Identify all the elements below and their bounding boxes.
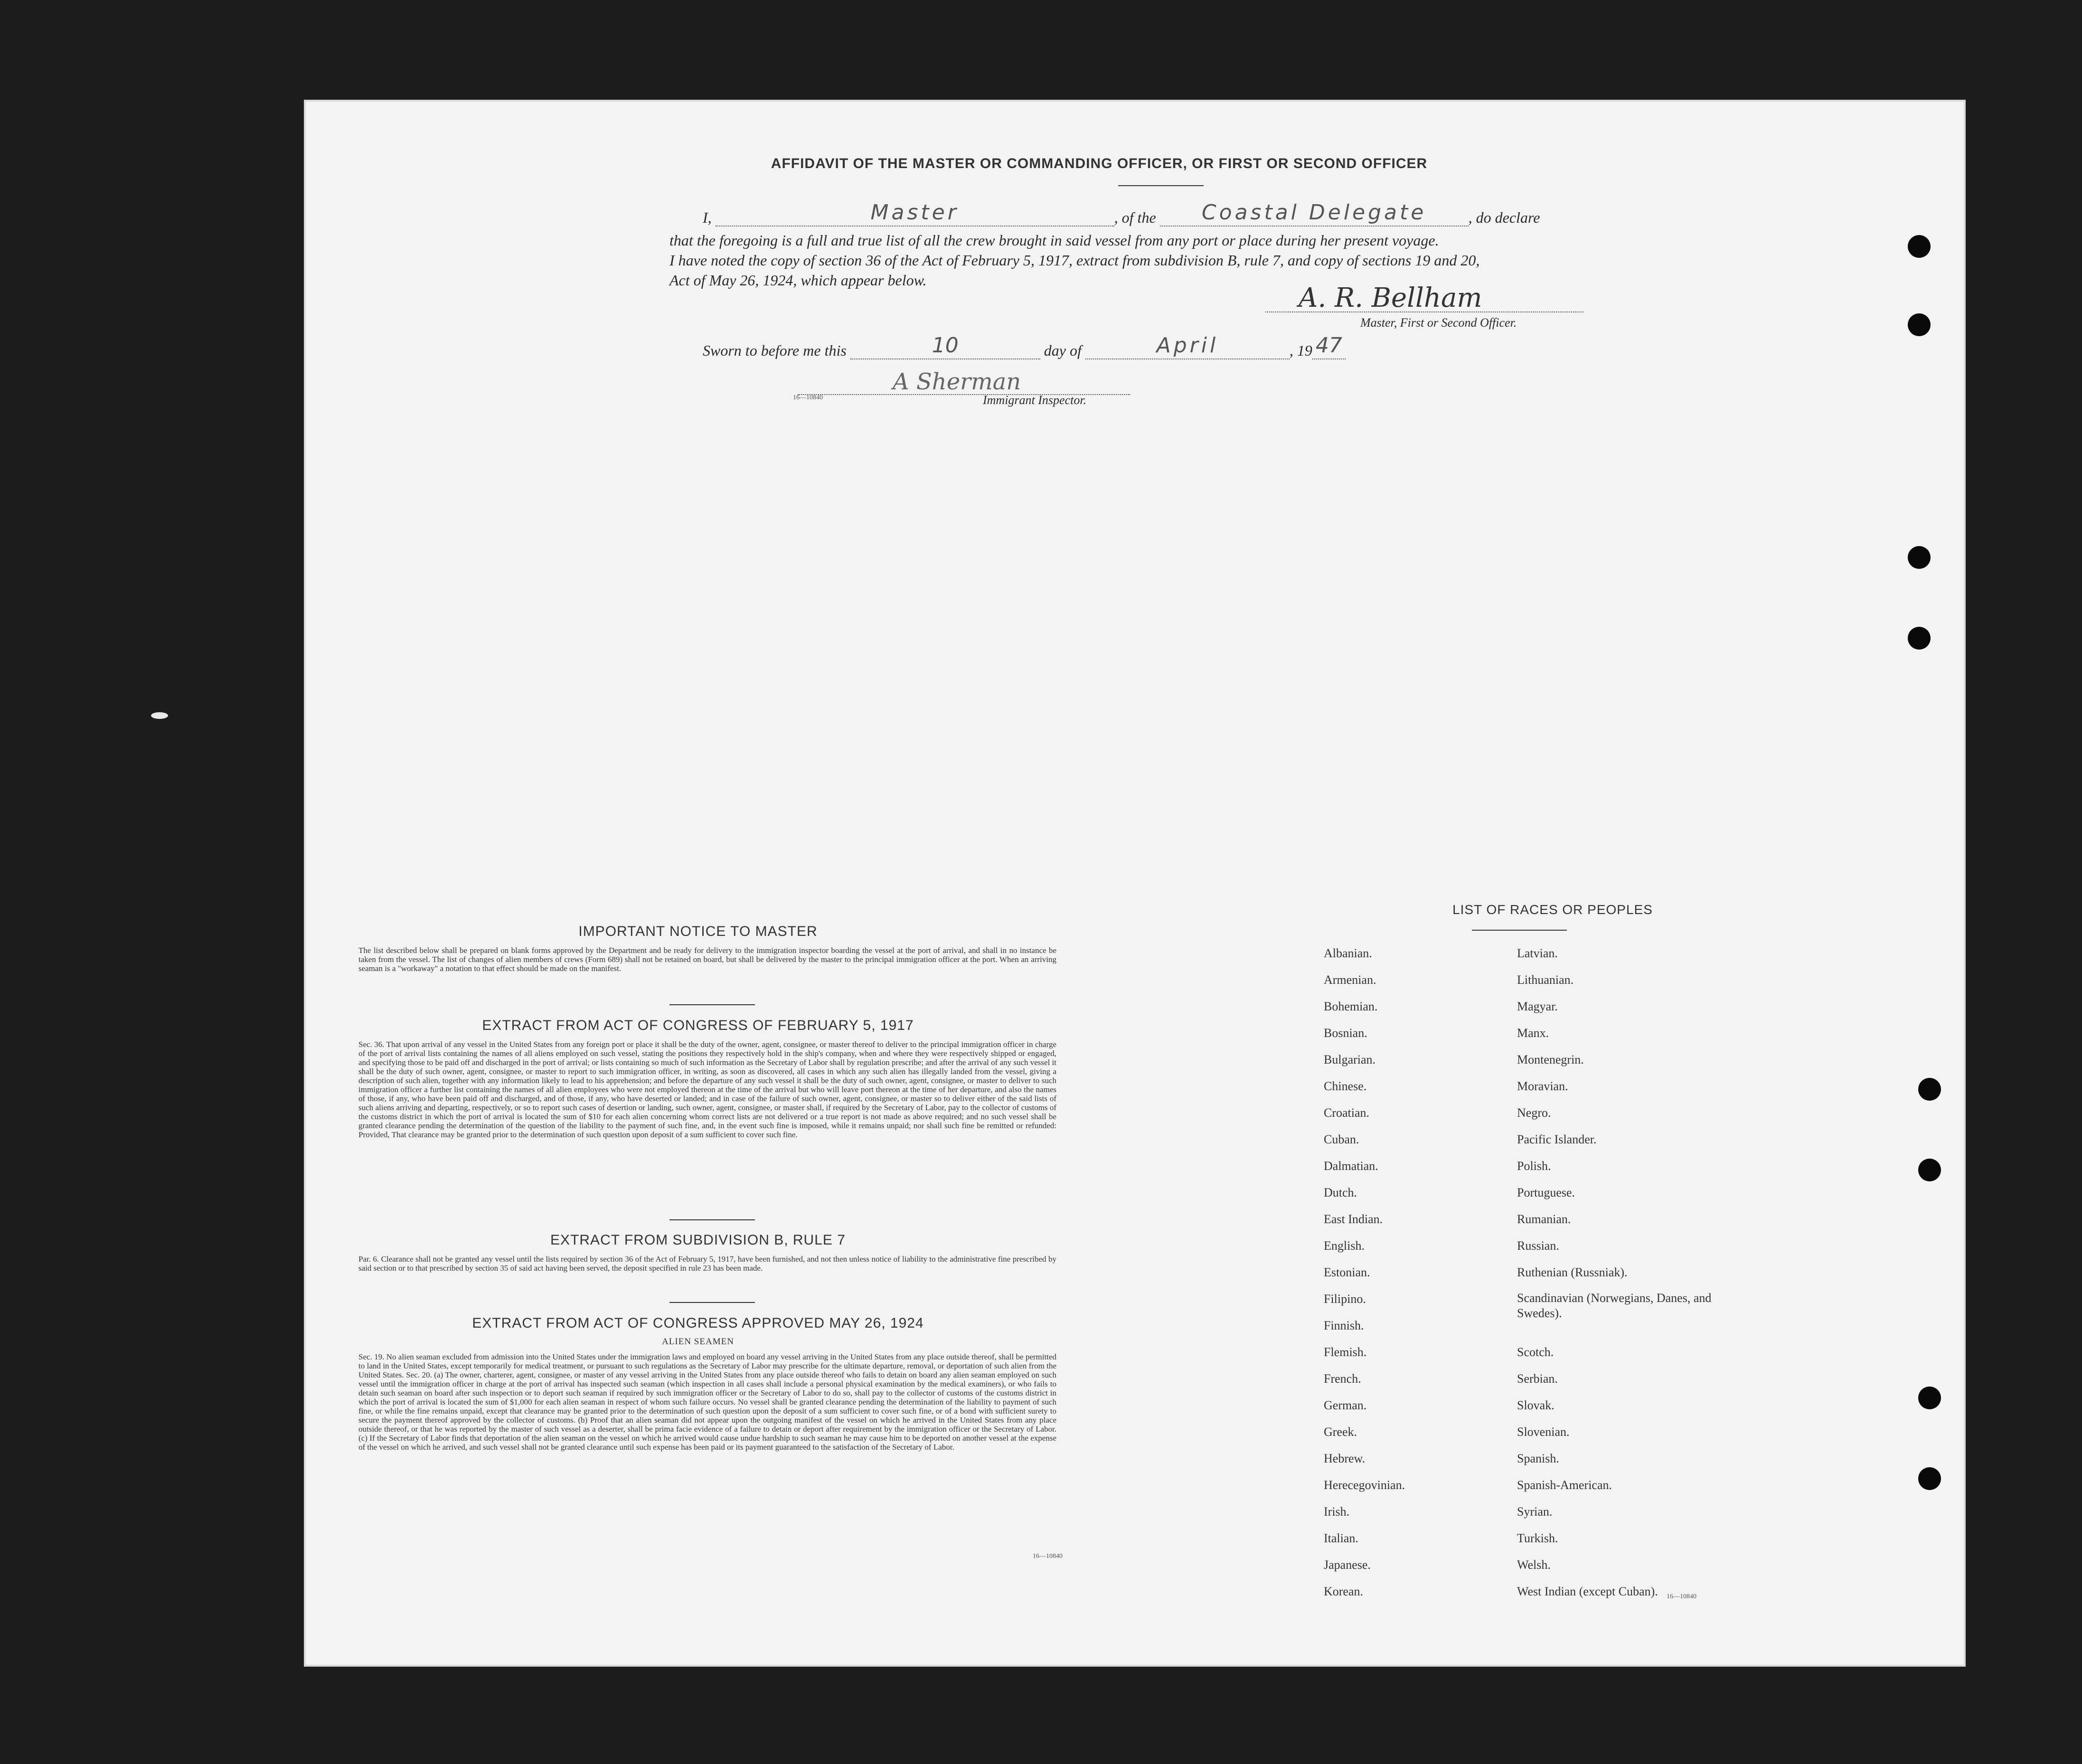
day-field: [850, 333, 1040, 359]
sworn-line: [703, 333, 1346, 359]
binder-hole: [1908, 627, 1931, 650]
binder-hole: [1918, 1387, 1941, 1409]
race-item: Italian.: [1324, 1531, 1358, 1545]
race-item: Croatian.: [1324, 1106, 1370, 1120]
inspector-caption: Immigrant Inspector.: [983, 393, 1087, 407]
race-item: Spanish.: [1517, 1452, 1559, 1465]
race-item: Slovak.: [1517, 1398, 1554, 1412]
race-item: Scandinavian (Norwegians, Danes, and Swedes).: [1517, 1291, 1712, 1320]
race-item: Estonian.: [1324, 1265, 1370, 1279]
affidavit-title: AFFIDAVIT OF THE MASTER OR COMMANDING OFFICER, OR FIRST OR SECOND OFFICER: [771, 156, 1428, 171]
race-item: Russian.: [1517, 1239, 1559, 1253]
race-item: Dalmatian.: [1324, 1159, 1378, 1173]
name-handwriting: Master: [870, 200, 959, 225]
month-field: [1085, 333, 1290, 359]
year-field: [1312, 333, 1346, 359]
notice-body: The list described below shall be prepared on blank forms approved by the Department and be ready for delivery to the immigration inspector boarding the vessel at the port of arrival, and shall in no instance be taken from the vessel. The list of changes of alien members of crews (Form 689) shall not be retained on board, but shall be delivered by the master to the principal immigration officer at the port. When an arriving seaman is a "workaway" a notation to that effect should be made on the manifest.: [358, 946, 1056, 973]
vessel-handwriting: Coastal Delegate: [1201, 200, 1427, 225]
statement-line-1: that the foregoing is a full and true list of all the crew brought in said vessel from any port or place during her present voyage.: [669, 232, 1439, 249]
master-signature-caption: Master, First or Second Officer.: [1360, 316, 1517, 330]
race-item: Montenegrin.: [1517, 1053, 1584, 1066]
race-item: Bosnian.: [1324, 1026, 1367, 1040]
race-item: West Indian (except Cuban).: [1517, 1585, 1658, 1598]
extract-rule7-body: Par. 6. Clearance shall not be granted any vessel until the lists required by section 36 of the Act of February 5, 1917, have been furnished, and not then unless notice of liability to the administrative fine prescribed by said section or to that prescribed by section 35 of said act having been served, the deposit specified in rule 23 has been made.: [358, 1255, 1056, 1273]
race-item: Slovenian.: [1517, 1425, 1570, 1439]
extract-1917-divider: [669, 1219, 755, 1220]
title-divider: [1118, 185, 1204, 186]
master-signature-line: [1265, 285, 1583, 312]
race-item: Scotch.: [1517, 1345, 1554, 1359]
race-item: English.: [1324, 1239, 1365, 1253]
binder-hole: [1908, 235, 1931, 258]
binder-hole: [1908, 546, 1931, 569]
do-declare-label: , do declare: [1468, 209, 1540, 226]
statement-line-2: I have noted the copy of section 36 of the Act of February 5, 1917, extract from subdivision B, rule 7, and copy of sections 19 and 20,: [669, 252, 1480, 269]
race-item: Chinese.: [1324, 1079, 1367, 1093]
race-item: Moravian.: [1517, 1079, 1568, 1093]
notice-divider: [669, 1004, 755, 1005]
binder-hole: [1908, 313, 1931, 336]
inspector-signature: A Sherman: [893, 368, 1021, 395]
binder-hole: [1918, 1159, 1941, 1181]
extract-1917-title: EXTRACT FROM ACT OF CONGRESS OF FEBRUARY 5, 1917: [482, 1018, 914, 1033]
race-item: Korean.: [1324, 1585, 1364, 1598]
race-item: Bohemian.: [1324, 1000, 1378, 1013]
month-handwriting: April: [1156, 333, 1219, 358]
race-item: Flemish.: [1324, 1345, 1367, 1359]
race-item: Serbian.: [1517, 1372, 1558, 1386]
races-right-column: [1517, 940, 1716, 1605]
race-item: Hebrew.: [1324, 1452, 1366, 1465]
race-item: Ruthenian (Russniak).: [1517, 1265, 1628, 1279]
binder-hole: [1918, 1078, 1941, 1101]
affidavit-form-number: 16—10840: [793, 394, 823, 401]
vessel-field: [1160, 200, 1469, 226]
races-title: LIST OF RACES OR PEOPLES: [1452, 902, 1653, 917]
race-item: Polish.: [1517, 1159, 1551, 1173]
race-item: Rumanian.: [1517, 1212, 1571, 1226]
race-item: Magyar.: [1517, 1000, 1558, 1013]
race-item: Cuban.: [1324, 1132, 1359, 1146]
race-item: Bulgarian.: [1324, 1053, 1376, 1066]
race-item: Herecegovinian.: [1324, 1478, 1405, 1492]
day-handwriting: 10: [932, 333, 959, 358]
race-item: Filipino.: [1324, 1292, 1366, 1306]
race-item: Syrian.: [1517, 1505, 1553, 1519]
races-divider: [1472, 930, 1567, 931]
race-item: Lithuanian.: [1517, 973, 1574, 987]
inspector-signature-line: [798, 366, 1130, 395]
race-item: Portuguese.: [1517, 1186, 1575, 1199]
statement-line-3: Act of May 26, 1924, which appear below.: [669, 272, 927, 289]
extract-rule7-title: EXTRACT FROM SUBDIVISION B, RULE 7: [550, 1232, 846, 1248]
race-item: East Indian.: [1324, 1212, 1383, 1226]
binder-hole: [1918, 1467, 1941, 1490]
race-item: Latvian.: [1517, 946, 1558, 960]
name-field: [716, 200, 1114, 226]
race-item: Negro.: [1517, 1106, 1551, 1120]
race-item: Finnish.: [1324, 1319, 1364, 1332]
race-item: Spanish-American.: [1517, 1478, 1612, 1492]
race-item: Turkish.: [1517, 1531, 1558, 1545]
race-item: German.: [1324, 1398, 1367, 1412]
race-item: Albanian.: [1324, 946, 1372, 960]
year-prefix: , 19: [1289, 342, 1312, 359]
race-item: Pacific Islander.: [1517, 1132, 1597, 1146]
master-signature: A. R. Bellham: [1299, 283, 1482, 313]
extract-1924-title: EXTRACT FROM ACT OF CONGRESS APPROVED MAY 26, 1924: [472, 1315, 924, 1331]
race-item: Welsh.: [1517, 1558, 1551, 1572]
race-item: Greek.: [1324, 1425, 1357, 1439]
extract-1917-body: Sec. 36. That upon arrival of any vessel in the United States from any foreign port or place it shall be the duty of the owner, agent, consignee, or master thereof to deliver to the principal immigration officer in charge of the port of arrival lists containing the names of all aliens employed on such vessel, stating the positions they respectively hold in the ship's company, when and where they were respectively shipped or engaged, and specifying those to be paid off and discharged in the port of arrival; or lists containing so much of such information as the Secretary of Labor shall by regulation prescribe; and after the arrival of any such vessel it shall be the duty of such owner, agent, consignee, or master to report to such immigration officer, in writing, as soon as discovered, all cases in which any such alien has illegally landed from the vessel, giving a description of such alien, together with any information likely to lead to his apprehension; and before the departure of any such vessel it shall be the duty of such owner, agent, consignee, or master to deliver to such immigration officer a further list containing the names of all alien employees who were not employed thereon at the time of the arrival but who will leave port thereon at the time of her departure, and also the names of those, if any, who have been paid off and discharged, and of those, if any, who have deserted or landed; and in case of the failure of such owner, agent, consignee, or master so to deliver either of the said lists of such aliens arriving and departing, respectively, or so to report such cases of desertion or landing, such owner, agent, consignee, or master shall, if required by the Secretary of Labor, pay to the collector of customs of the customs district in which the port of arrival is located the sum of $10 for each alien concerning whom correct lists are not delivered or a true report is not made as above required; and no such vessel shall be granted clearance pending the determination of the question of the liability to the payment of such fine, and, in the event such fine is imposed, while it remains unpaid; nor shall such fine be remitted or refunded: Provided, That clearance may be granted prior to the determination of such question upon deposit of a sum sufficient to cover such fine.: [358, 1040, 1056, 1139]
extract-rule7-divider: [669, 1302, 755, 1303]
extract-1924-body: Sec. 19. No alien seaman excluded from admission into the United States under the immigration laws and employed on board any vessel arriving in the United States from any place outside thereof, shall be permitted to land in the United States, except temporarily for medical treatment, or pursuant to such regulations as the Secretary of Labor may prescribe for the ultimate departure, removal, or deportation of such alien from the United States. Sec. 20. (a) The owner, charterer, agent, consignee, or master of any vessel arriving in the United States from any place outside thereof who fails to detain on board any alien seaman employed on such vessel until the immigration officer in charge at the port of arrival has inspected such seaman (which inspection in all cases shall include a personal physical examination by the medical examiners), or who fails to detain such seaman on board after such inspection or to deport such seaman if required by such immigration officer or the Secretary of Labor to do so, shall pay to the collector of customs of the customs district in which the port of arrival is located the sum of $1,000 for each alien seaman in respect of whom such failure occurs. No vessel shall be granted clearance pending the determination of the liability to payment of such fine, or while the fine remains unpaid, except that clearance may be granted prior to the determination of such question upon the deposit of a sum sufficient to cover such fine, or of a bond with sufficient surety to secure the payment thereof approved by the collector of customs. (b) Proof that an alien seaman did not appear upon the outgoing manifest of the vessel on which he arrived in the United States from any place outside thereof, or that he was reported by the master of such vessel as a deserter, shall be prima facie evidence of a failure to detain or deport after requirement by the immigration officer or the Secretary of Labor. (c) If the Secretary of Labor finds that deportation of the alien seaman on the vessel on which he arrived would cause undue hardship to such seaman he may cause him to be deported on another vessel at the expense of the vessel on which he arrived, and such vessel shall not be granted clearance until such expense has been paid or its payment guaranteed to the satisfaction of the Secretary of Labor.: [358, 1352, 1056, 1452]
i-label: I,: [703, 209, 712, 226]
year-handwriting: 47: [1315, 333, 1342, 358]
races-left-column: [1324, 940, 1495, 1605]
extract-form-number: 16—10840: [1033, 1553, 1063, 1560]
background-speck: [151, 712, 168, 719]
sworn-label: Sworn to before me this: [703, 342, 847, 359]
day-of-label: day of: [1044, 342, 1082, 359]
alien-seamen-subtitle: ALIEN SEAMEN: [662, 1337, 734, 1347]
race-item: Armenian.: [1324, 973, 1376, 987]
declaration-line: [703, 200, 1540, 226]
race-item: Dutch.: [1324, 1186, 1357, 1199]
notice-title: IMPORTANT NOTICE TO MASTER: [578, 924, 818, 939]
of-the-label: , of the: [1114, 209, 1156, 226]
race-item: French.: [1324, 1372, 1361, 1386]
affidavit-page: [304, 100, 1966, 1667]
race-item: Irish.: [1324, 1505, 1350, 1519]
race-item: Japanese.: [1324, 1558, 1371, 1572]
race-item: Manx.: [1517, 1026, 1549, 1040]
races-form-number: 16—10840: [1667, 1593, 1696, 1600]
